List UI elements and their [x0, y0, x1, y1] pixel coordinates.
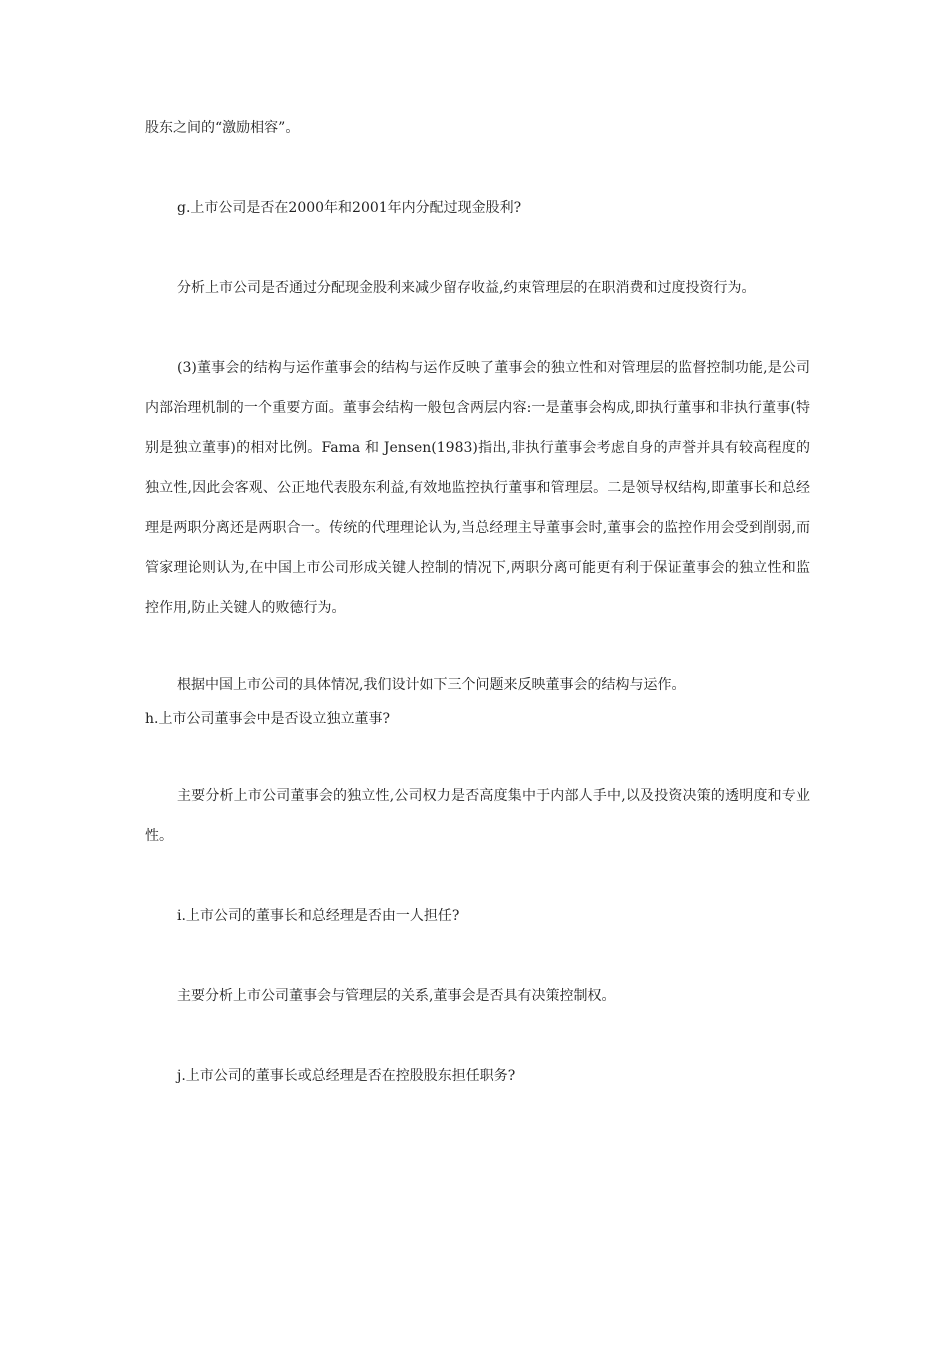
paragraph-board-structure: (3)董事会的结构与运作董事会的结构与运作反映了董事会的独立性和对管理层的监督控制功能,是公司内部治理机制的一个重要方面。董事会结构一般包含两层内容:一是董事会构成,即执行董事和非执行董事(特别是独立董事)的相对比例。Fama 和 Jensen(1983)指出,非执行董事会考虑自身的声誉并具有较高程度的独立性,因此会客观、公正地代表股东利益,有效地监控执行董事和管理层。二是领导权结构,即董事长和总经理是两职分离还是两职合一。传统的代理理论认为,当总经理主导董事会时,董事会的监控作用会受到削弱,而管家理论则认为,在中国上市公司形成关键人控制的情况下,两职分离可能更有利于保证董事会的独立性和监控作用,防止关键人的败德行为。 [145, 360, 810, 616]
question-i: i.上市公司的董事长和总经理是否由一人担任? [177, 908, 460, 924]
paragraph-incentive-compatibility: 股东之间的“激励相容”。 [145, 120, 300, 136]
question-g: g.上市公司是否在2000年和2001年内分配过现金股利? [177, 200, 522, 216]
paragraph-three-questions-intro: 根据中国上市公司的具体情况,我们设计如下三个问题来反映董事会的结构与运作。 [177, 677, 686, 693]
question-j: j.上市公司的董事长或总经理是否在控股股东担任职务? [177, 1068, 516, 1084]
paragraph-board-independence-analysis: 主要分析上市公司董事会的独立性,公司权力是否高度集中于内部人手中,以及投资决策的透明度和专业性。 [145, 788, 810, 844]
paragraph-board-management-relation: 主要分析上市公司董事会与管理层的关系,董事会是否具有决策控制权。 [177, 988, 616, 1004]
question-h: h.上市公司董事会中是否设立独立董事? [145, 711, 390, 727]
paragraph-cash-dividend-analysis: 分析上市公司是否通过分配现金股利来减少留存收益,约束管理层的在职消费和过度投资行为。 [177, 280, 756, 296]
document-body [145, 108, 810, 1096]
